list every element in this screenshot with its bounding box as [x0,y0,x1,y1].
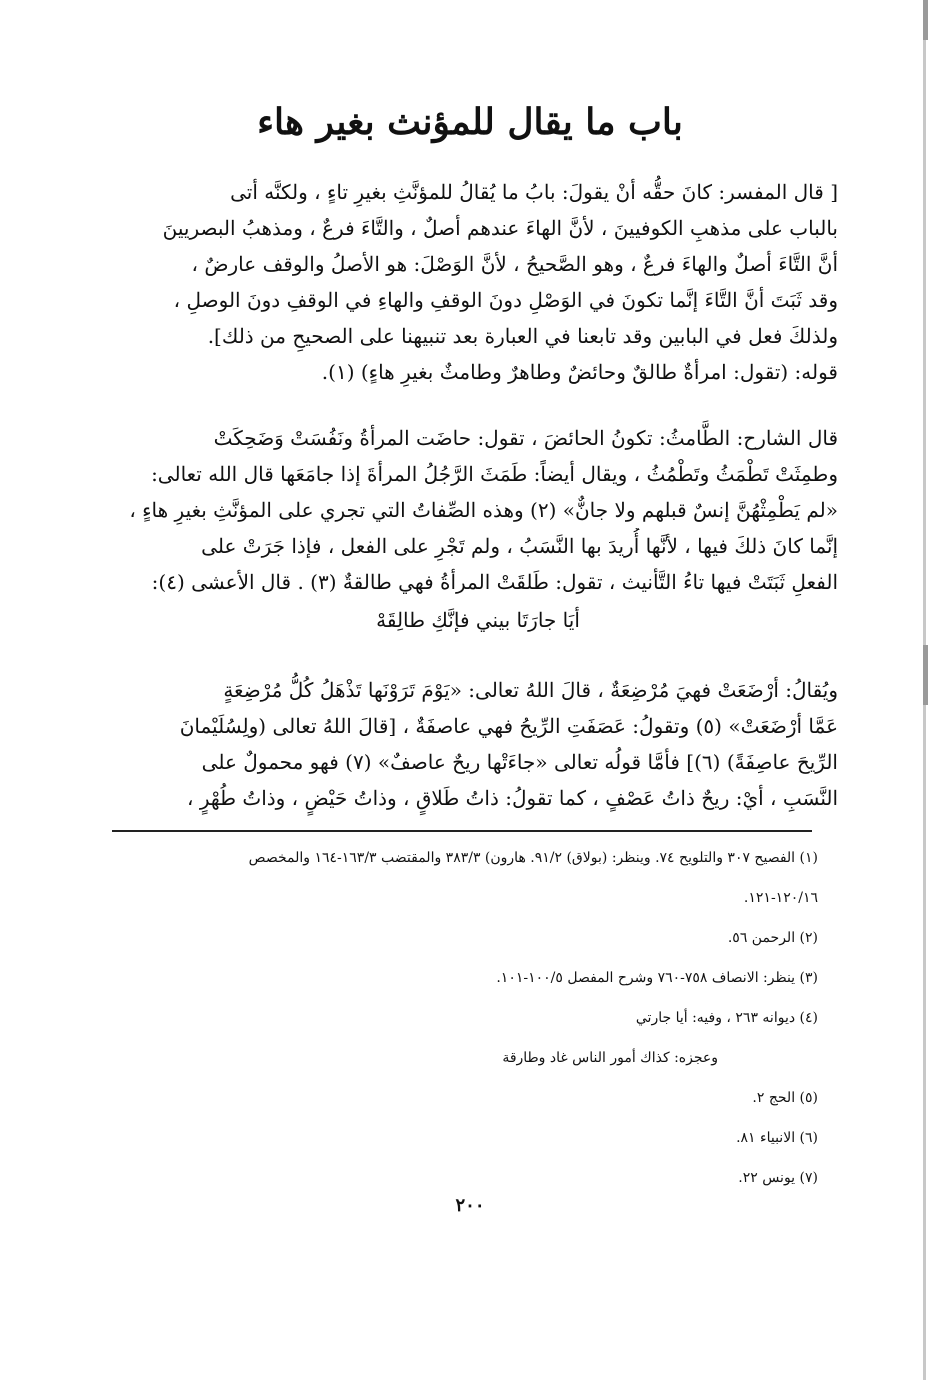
text-line: قوله: (تقول: امرأةٌ طالقٌ وحائضٌ وطاهرٌ وطامثٌ بغيرِ هاءٍ) (١). [321,360,838,384]
paragraph-examples [118,672,838,816]
paragraph-commentary [118,420,838,600]
text-line: أنَّ التَّاءَ أصلٌ والهاءَ فرعٌ ، وهو الصَّحيحُ ، لأنَّ الوَصْلَ: هو الأصلُ والوقف عارضٌ ، [191,252,838,276]
text-line: ولذلكَ فعل في البابين وقد تابعنا في العبارة بعد تنبيهنا على الصحيحِ من ذلك]. [207,324,838,348]
footnote: ١٢٠/١٦-١٢١. [743,890,818,906]
text-line: الفعلِ ثَبَتَتْ فيها تاءُ التَّأنيث ، تقول: طَلقَتْ المرأةُ فهي طالقةٌ (٣) . قال الأعشى (٤): [151,570,838,594]
poetry-verse [118,602,838,638]
text-line: عَمَّا أرْضَعَتْ» (٥) وتقولُ: عَصَفَتِ الرِّيحُ فهي عاصفَةٌ ، [قالَ اللهُ تعالى (ولِسُلَيْمانَ [179,714,838,738]
text-line: وطمِثَتْ تَطْمَثُ وتَطْمُثُ ، ويقال أيضاً: طَمَثَ الرَّجُلُ المرأةَ إذا جامَعَها قال الله تعالى: [151,462,838,486]
verse-line: أيَا جارَتَا بيني فإنَّكِ طالِقَهْ [376,608,580,632]
text-line: الرِّيحَ عاصِفَةً) (٦)] فأمَّا قولُه تعالى «جاءَتْها ريحٌ عاصفٌ» (٧) فهو محمولٌ على [201,750,838,774]
footnote: (٥) الحج ٢. [752,1090,818,1106]
footnote: (٣) ينظر: الانصاف ٧٥٨-٧٦٠ وشرح المفصل ١٠٠/٥-١٠١. [496,970,818,986]
footnote: (٢) الرحمن ٥٦. [727,930,818,946]
footnote: (٦) الانبياء ٨١. [736,1130,818,1146]
page-number: ٢٠٠ [455,1195,485,1216]
text-line: «لم يَطْمِثْهُنَّ إنسٌ قبلهم ولا جانٌّ» (٢) وهذه الصِّفاتُ التي تجري على المؤنَّثِ بغيرِ هاءٍ ، [129,498,838,522]
text-line: ويُقالُ: أرْضَعَتْ فهيَ مُرْضِعَةٌ ، قالَ اللهُ تعالى: «يَوْمَ تَرَوْنَها تَذْهَلُ كُلُّ مُرْضِعَةٍ [223,678,838,702]
text-line: النَّسَبِ ، أيْ: ريحٌ ذاتُ عَصْفٍ ، كما تقولُ: ذاتُ طَلاقٍ ، وذاتُ حَيْضٍ ، وذاتُ طُهْرٍ ، [187,786,838,810]
text-line: [ قال المفسر: كانَ حقُّه أنْ يقولَ: بابُ ما يُقالُ للمؤنَّثِ بغيرِ تاءٍ ، ولكنَّه أتى [230,180,838,204]
text-line: قال الشارح: الطَّامثُ: تكونُ الحائضَ ، تقول: حاضَت المرأةُ ونَفُسَتْ وَضَحِكَتْ [213,426,838,450]
text-line: وقد ثَبَتَ أنَّ التَّاءَ إنَّما تكونَ في الوَصْلِ دونَ الوقفِ والهاءِ في الوقفِ دونَ الوصلِ ، [173,288,838,312]
paragraph-commentator [118,174,838,354]
quote-line [118,354,838,390]
page-edge-mark [923,0,928,40]
chapter-title: باب ما يقال للمؤنث بغير هاء [257,101,683,143]
footnote: (١) الفصيح ٣٠٧ والتلويح ٧٤. وينظر: (بولاق) ٩١/٢. هارون) ٣٨٣/٣ والمقتضب ١٦٣/٣-١٦٤ والمخصص [248,850,818,866]
footnote: (٤) ديوانه ٢٦٣ ، وفيه: أيا جارتي [635,1010,818,1026]
footnote: (٧) يونس ٢٢. [738,1170,818,1186]
footnote-divider [112,830,812,832]
footnote: وعجزه: كذاك أمور الناس غاد وطارقة [502,1050,718,1066]
page-edge-mark [923,645,928,705]
footnotes-list [118,838,818,1198]
text-line: إنَّما كانَ ذلكَ فيها ، لأنَّها أُريدَ بها النَّسَبُ ، ولم تَجْرِ على الفعل ، فإذا جَرَتْ على [201,534,838,558]
text-line: بالباب على مذهبِ الكوفيينَ ، لأنَّ الهاءَ عندهم أصلٌ ، والتَّاءَ فرعٌ ، ومذهبُ البصريينَ [162,216,838,240]
